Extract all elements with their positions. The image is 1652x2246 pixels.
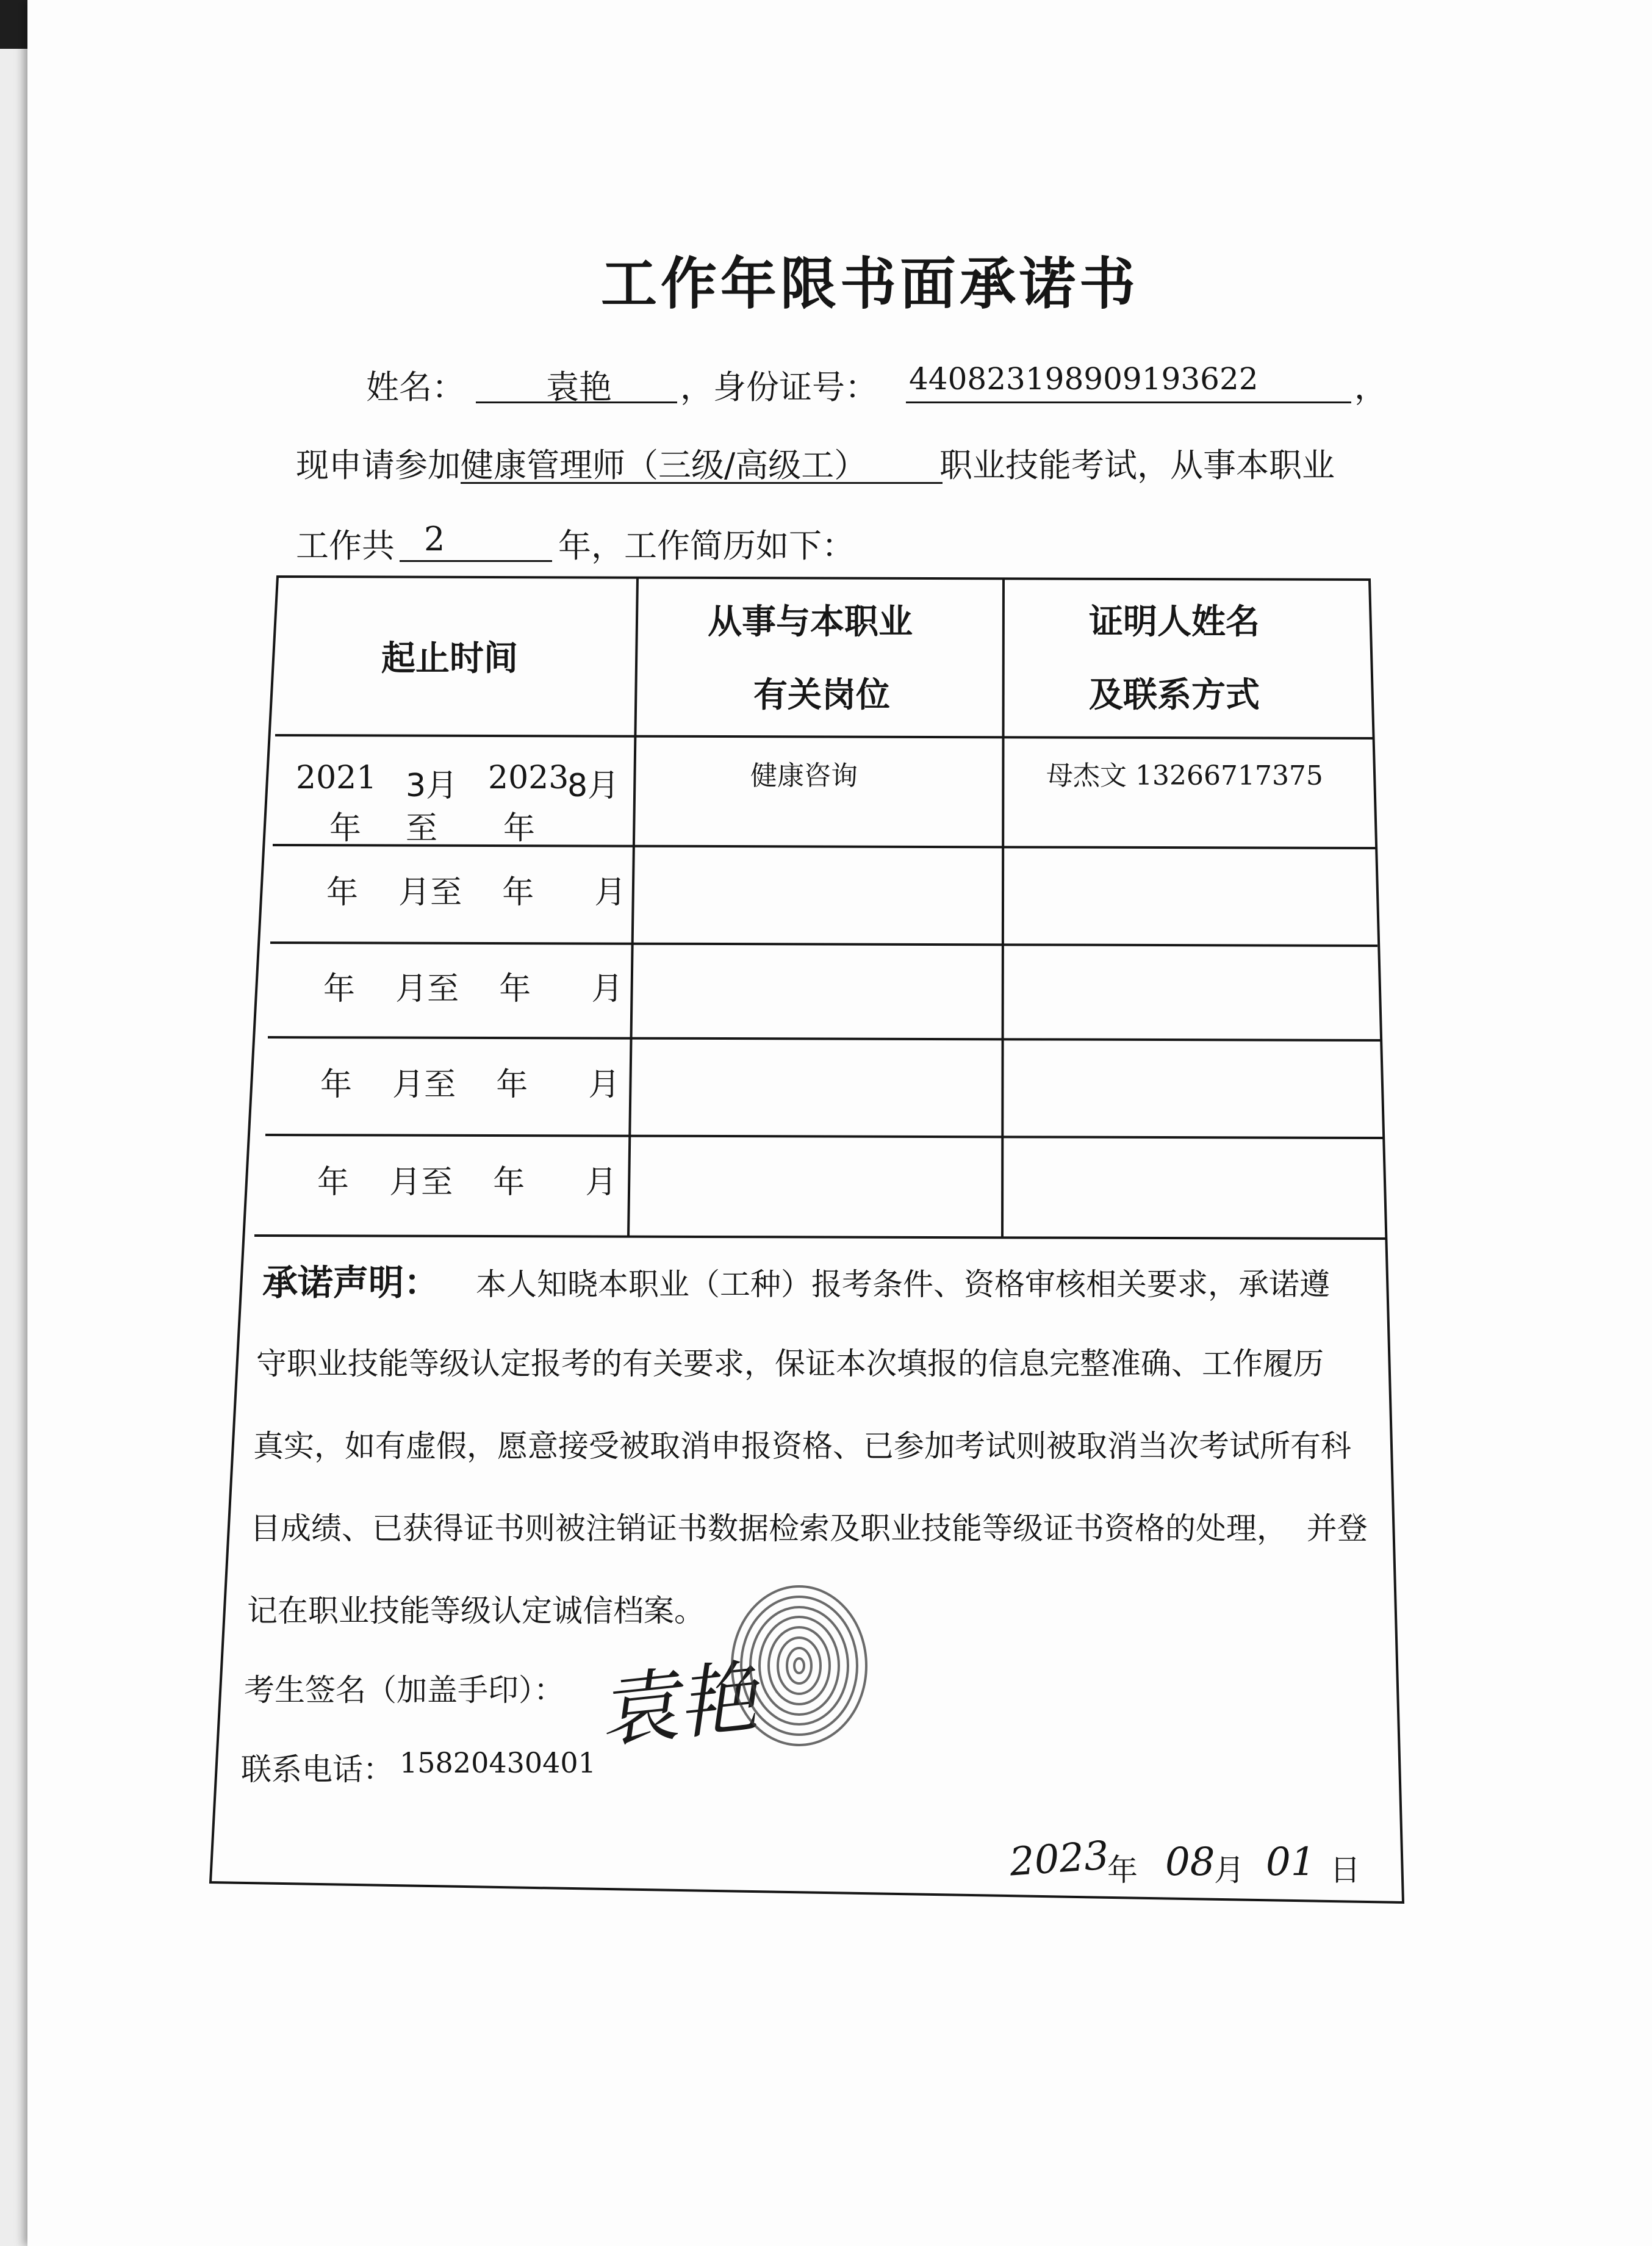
row4-time: 年 月至 年 月 [320,1067,620,1103]
date-month: 08 [1165,1840,1215,1885]
date-day: 01 [1266,1840,1316,1885]
header-position-line2: 有关岗位 [753,675,890,715]
header-witness-line1: 证明人姓名 [1089,602,1260,642]
row5-time: 年 月至 年 月 [317,1164,617,1201]
phone-value: 15820430401 [400,1746,596,1779]
row1-year-label-1: 年 [329,810,362,847]
apply-suffix: 职业技能考试，从事本职业 [939,446,1335,484]
header-time: 起止时间 [381,639,518,678]
row1-end-year: 2023 [488,760,569,796]
fingerprint-mark [723,1580,875,1751]
date-year-unit: 年 [1107,1852,1138,1888]
name-value: 袁艳 [546,368,612,406]
pledge-heading: 承诺声明： [262,1262,440,1303]
column-divider-2 [1002,578,1004,1238]
id-label: ，身份证号： [680,368,878,406]
signature-label: 考生签名（加盖手印）： [244,1672,564,1708]
date-year: 2023 [1008,1833,1111,1885]
row1-to-label: 至 [406,810,438,847]
date-month-unit: 月 [1214,1852,1244,1888]
table-bottom [254,1236,1387,1239]
row-divider-3 [268,1037,1381,1040]
row3-time: 年 月至 年 月 [323,971,623,1007]
years-suffix: 年，工作简历如下： [558,527,855,565]
years-prefix: 工作共 [296,527,395,565]
date-day-unit: 日 [1330,1852,1360,1888]
id-value: 440823198909193622 [909,361,1259,397]
header-divider [275,735,1373,738]
id-comma: ， [1354,368,1387,406]
row2-time: 年 月至 年 月 [326,874,627,911]
document-title: 工作年限书面承诺书 [601,251,1140,317]
column-divider-1 [628,578,637,1237]
pledge-line-5: 记在职业技能等级认定诚信档案。 [247,1593,705,1629]
apply-value: 健康管理师（三级/高级工） [461,446,867,484]
name-label: 姓名： [366,368,465,406]
row1-start-month: 3月 [406,768,458,804]
row1-witness: 母杰文 13266717375 [1046,760,1323,791]
row-divider-2 [270,943,1377,946]
pledge-line-1: 本人知晓本职业（工种）报考条件、资格审核相关要求，承诺遵 [476,1267,1330,1302]
row1-end-month: 8月 [567,768,620,804]
phone-label: 联系电话： [241,1752,393,1787]
header-position-line1: 从事与本职业 [708,602,913,642]
apply-prefix: 现申请参加 [296,446,461,484]
row1-start-year: 2021 [296,760,377,796]
row-divider-1 [273,845,1376,848]
handwritten-signature: 袁艳 [594,1650,762,1760]
row1-position: 健康咨询 [750,760,858,791]
pledge-line-3: 真实，如有虚假，愿意接受被取消申报资格、已参加考试则被取消当次考试所有科 [253,1428,1351,1464]
header-witness-line2: 及联系方式 [1089,675,1260,715]
form-frame [27,0,1652,2246]
row1-year-label-2: 年 [503,810,536,847]
years-value: 2 [424,520,445,558]
document-paper [27,0,1652,2246]
pledge-line-4: 目成绩、已获得证书则被注销证书数据检索及职业技能等级证书资格的处理， 并登 [250,1511,1368,1546]
pledge-line-2: 守职业技能等级认定报考的有关要求，保证本次填报的信息完整准确、工作履历 [256,1346,1324,1381]
row-divider-4 [265,1135,1383,1138]
